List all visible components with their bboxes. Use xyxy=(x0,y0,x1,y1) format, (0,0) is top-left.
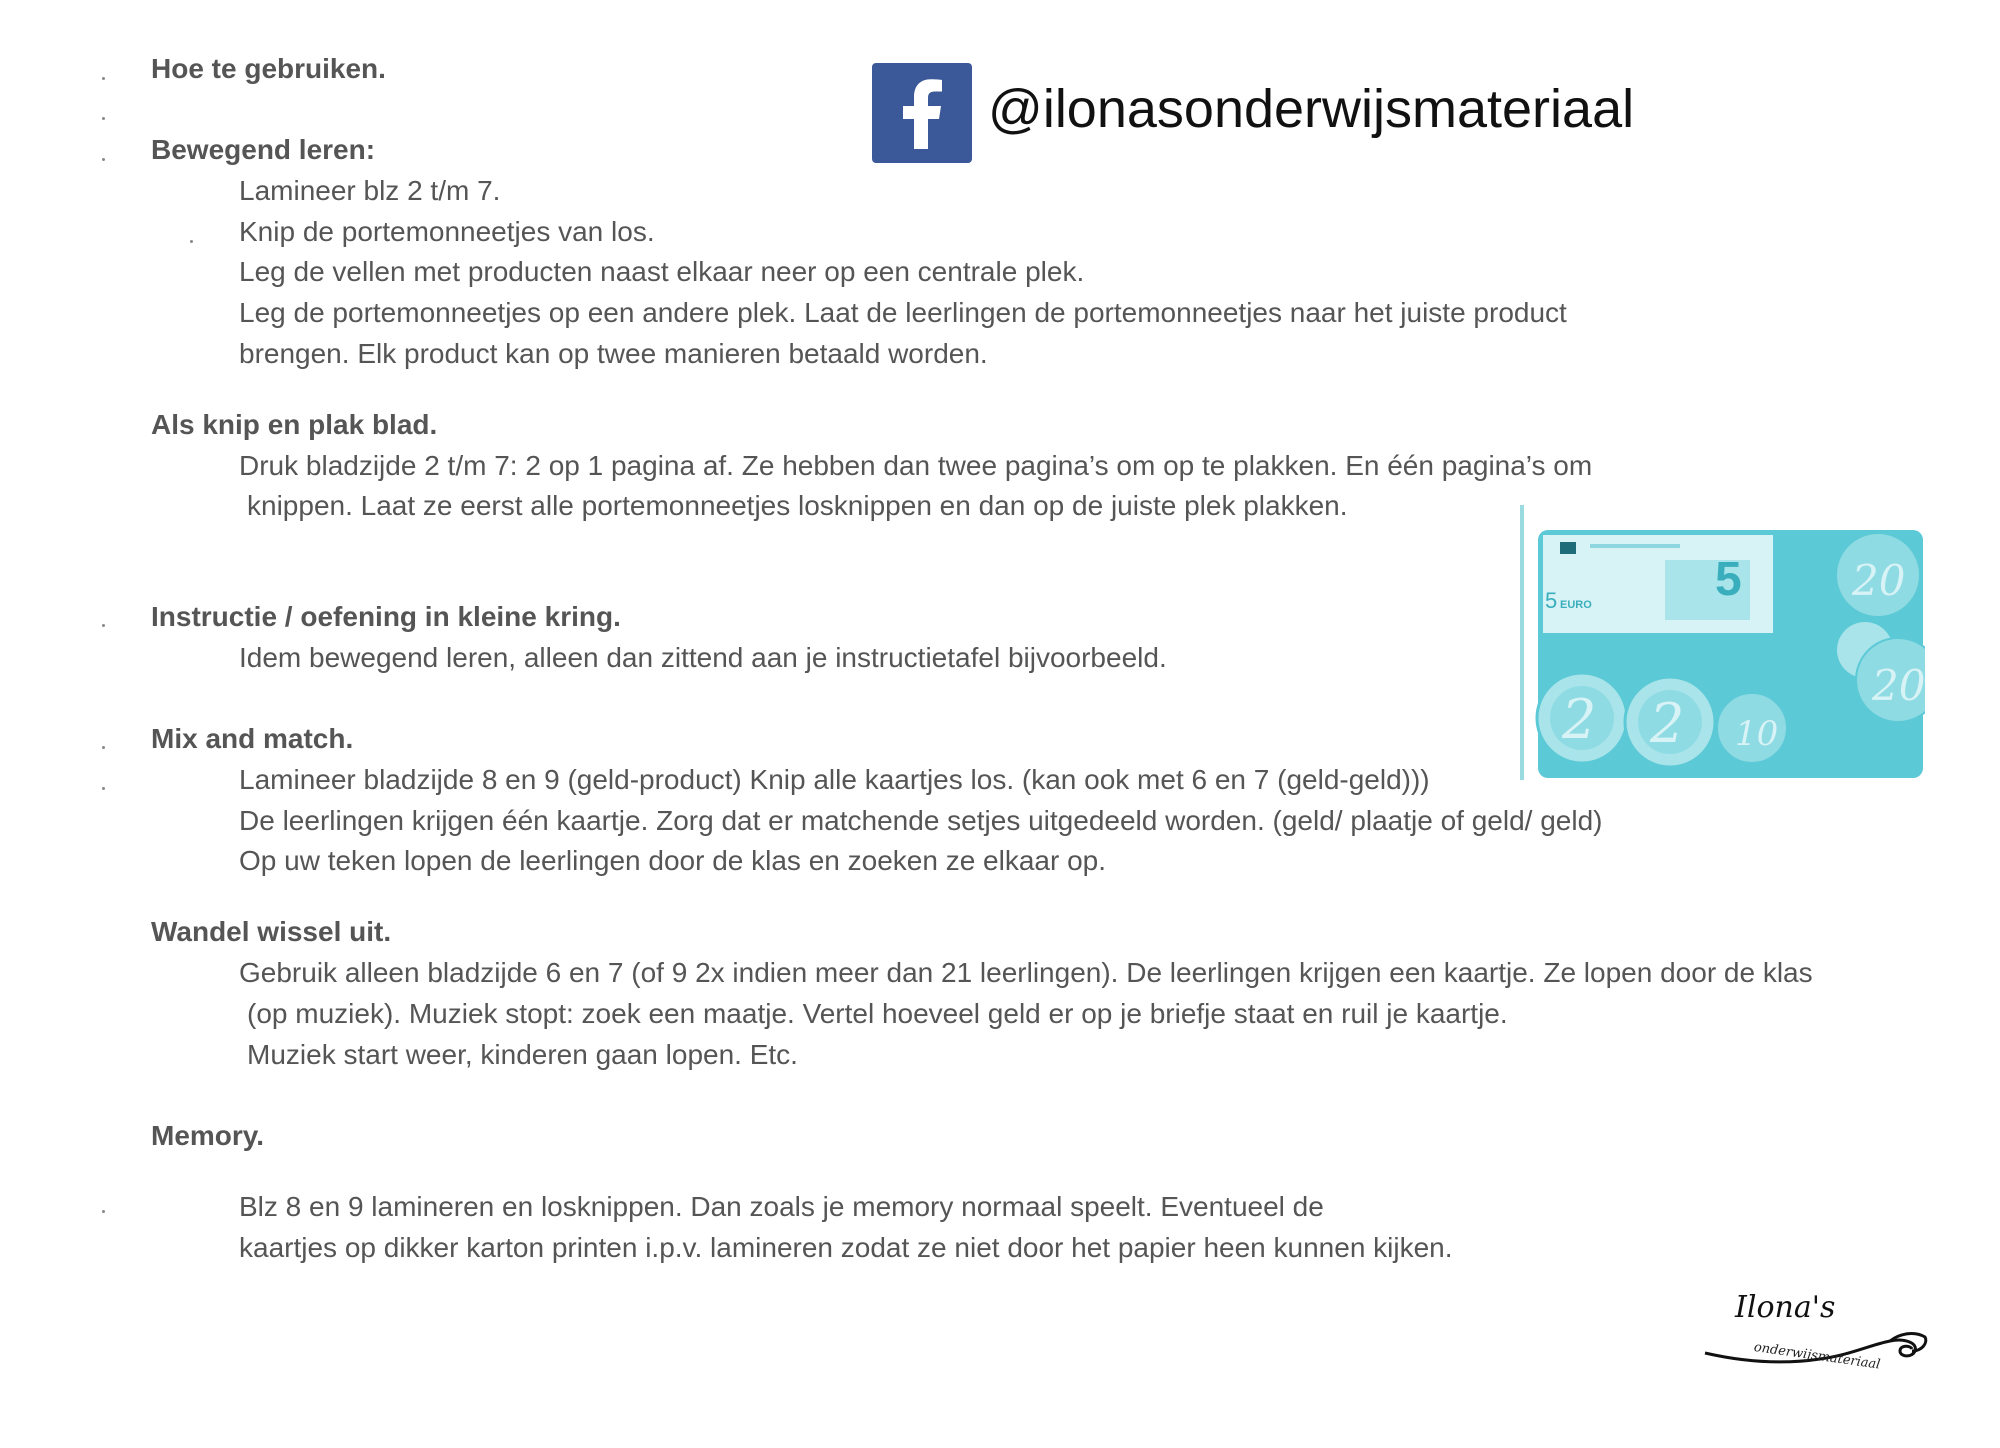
bullet-dot xyxy=(102,117,105,120)
note-value-small: 5 xyxy=(1545,588,1558,613)
bullet-dot xyxy=(102,158,105,161)
facebook-handle: @ilonasonderwijsmateriaal xyxy=(988,79,1635,139)
text-line: Idem bewegend leren, alleen dan zittend aan je instructietafel bijvoorbeeld. xyxy=(239,642,1167,673)
text-line: Blz 8 en 9 lamineren en losknippen. Dan zoals je memory normaal speelt. Eventueel de xyxy=(239,1191,1324,1222)
coin-label: 20 xyxy=(1852,556,1906,605)
text-line: brengen. Elk product kan op twee manieren betaald worden. xyxy=(239,338,988,369)
coin-label: 10 xyxy=(1735,714,1779,754)
heading-knip-en-plak: Als knip en plak blad. xyxy=(151,409,438,440)
text-line: kaartjes op dikker karton printen i.p.v. lamineren zodat ze niet door het papier heen kunnen kijken. xyxy=(239,1232,1453,1263)
logo-subtext: onderwijsmateriaal xyxy=(1752,1340,1882,1373)
heading-wandel-wissel-uit: Wandel wissel uit. xyxy=(151,916,392,947)
bullet-dot xyxy=(102,624,105,627)
heading-hoe-te-gebruiken: Hoe te gebruiken. xyxy=(151,53,386,84)
heading-mix-and-match: Mix and match. xyxy=(151,723,354,754)
text-line: Op uw teken lopen de leerlingen door de klas en zoeken ze elkaar op. xyxy=(239,845,1107,876)
coin-label: 2 xyxy=(1650,692,1685,755)
text-line: Leg de portemonneetjes op een andere plek. Laat de leerlingen de portemonneetjes naar het juiste product xyxy=(239,297,1567,328)
facebook-icon xyxy=(872,63,972,163)
bullet-dot xyxy=(102,1210,105,1213)
text-line: (op muziek). Muziek stopt: zoek een maatje. Vertel hoeveel geld er op je briefje staat en ruil je kaartje. xyxy=(247,998,1508,1029)
text-line: Druk bladzijde 2 t/m 7: 2 op 1 pagina af. Ze hebben dan twee pagina’s om op te plakken. En één pagina’s om xyxy=(239,450,1593,481)
note-currency: EURO xyxy=(1560,599,1592,611)
logo-text: Ilona's xyxy=(1735,1290,1836,1325)
heading-instructie: Instructie / oefening in kleine kring. xyxy=(151,601,621,632)
coin-label: 20 xyxy=(1872,661,1925,710)
text-line: Knip de portemonneetjes van los. xyxy=(239,216,655,247)
text-line: knippen. Laat ze eerst alle portemonneetjes losknippen en dan op de juiste plek plakken. xyxy=(247,490,1348,521)
bullet-dot xyxy=(102,787,105,790)
text-line: Lamineer bladzijde 8 en 9 (geld-product) Knip alle kaartjes los. (kan ook met 6 en 7 (geld-geld))) xyxy=(239,764,1430,795)
text-line: Muziek start weer, kinderen gaan lopen. Etc. xyxy=(247,1039,798,1070)
coin-label: 2 xyxy=(1562,688,1597,751)
bullet-dot xyxy=(102,77,105,80)
text-line: De leerlingen krijgen één kaartje. Zorg dat er matchende setjes uitgedeeld worden. (geld/ plaatje of geld/ geld) xyxy=(239,805,1603,836)
text-line: Leg de vellen met producten naast elkaar neer op een centrale plek. xyxy=(239,256,1085,287)
bullet-dot xyxy=(102,746,105,749)
bullet-dot xyxy=(190,240,193,243)
text-line: Gebruik alleen bladzijde 6 en 7 (of 9 2x indien meer dan 21 leerlingen). De leerlingen krijgen een kaartje. Ze lopen door de klas xyxy=(239,957,1813,988)
heading-memory: Memory. xyxy=(151,1120,265,1151)
wallet-with-euro-money-illustration xyxy=(1520,500,1925,785)
text-line: Lamineer blz 2 t/m 7. xyxy=(239,175,501,206)
note-value: 5 xyxy=(1715,553,1742,606)
heading-bewegend-leren: Bewegend leren: xyxy=(151,134,376,165)
